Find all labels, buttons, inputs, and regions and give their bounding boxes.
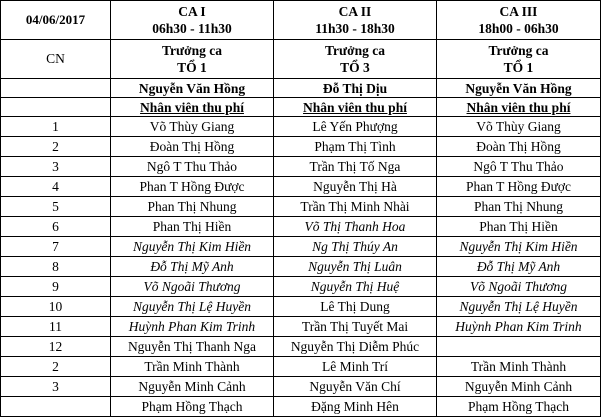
staff-title: Nhân viên thu phí [274,98,437,117]
row-number: 8 [1,257,111,277]
row-number: 3 [1,157,111,177]
staff-name-cell: Trần Thị Minh Nhài [274,197,437,217]
staff-name-cell: Nguyễn Văn Chí [274,377,437,397]
row-number: 11 [1,317,111,337]
leader-title: Trưởng ca [162,43,222,58]
staff-name-cell: Nguyễn Thị Lệ Huyền [111,297,274,317]
staff-name-cell: Phan Thị Nhung [437,197,601,217]
table-row [1,277,601,297]
staff-name-cell: Võ Thùy Giang [111,117,274,137]
staff-name-cell: Trần Thị Tuyết Mai [274,317,437,337]
cn-label: CN [1,40,111,79]
team-cell-3 [437,40,601,79]
date-cell: 04/06/2017 [1,1,111,40]
staff-name-cell: Nguyễn Thị Luân [274,257,437,277]
staff-name-cell: Lê Thị Dung [274,297,437,317]
staff-name-cell: Phan T Hồng Được [111,177,274,197]
leader-row [1,79,601,98]
table-row [1,117,601,137]
table-row [1,357,601,377]
staff-name-cell: Nguyễn Minh Cảnh [437,377,601,397]
staff-name-cell: Nguyễn Thị Kim Hiền [111,237,274,257]
shift-time: 11h30 - 18h30 [315,21,395,36]
staff-name-cell: Võ Thị Thanh Hoa [274,217,437,237]
leader-name: Đỗ Thị Dịu [274,79,437,98]
shift-name: CA I [178,4,206,19]
row-number: 10 [1,297,111,317]
staff-name-cell: Nguyễn Thị Diễm Phúc [274,337,437,357]
staff-name-cell: Phạm Thị Tình [274,137,437,157]
staff-name-cell: Nguyễn Thị Huệ [274,277,437,297]
row-number: 2 [1,357,111,377]
row-number: 12 [1,337,111,357]
team-cell-1 [111,40,274,79]
staff-name-cell: Phạm Hồng Thạch [437,397,601,417]
table-row [1,217,601,237]
staff-title: Nhân viên thu phí [437,98,601,117]
shift-name: CA III [499,4,538,19]
shift-header-1 [111,1,274,40]
blank-cell [1,98,111,117]
table-row [1,137,601,157]
staff-name-cell: Đoàn Thị Hồng [437,137,601,157]
shift-header-2 [274,1,437,40]
staff-name-cell: Huỳnh Phan Kim Trinh [437,317,601,337]
table-row [1,377,601,397]
leader-name: Nguyễn Văn Hồng [111,79,274,98]
leader-title: Trưởng ca [488,43,549,58]
staff-name-cell [437,337,601,357]
staff-name-cell: Võ Thùy Giang [437,117,601,137]
shift-header-3 [437,1,601,40]
staff-name-cell: Nguyễn Thị Thanh Nga [111,337,274,357]
staff-name-cell: Huỳnh Phan Kim Trinh [111,317,274,337]
staff-name-cell: Trần Thị Tố Nga [274,157,437,177]
leader-name: Nguyễn Văn Hồng [437,79,601,98]
row-number: 4 [1,177,111,197]
team-cell-2 [274,40,437,79]
row-number: 9 [1,277,111,297]
staff-name-cell: Đặng Minh Hên [274,397,437,417]
row-number: 5 [1,197,111,217]
row-number: 3 [1,377,111,397]
table-row [1,317,601,337]
staff-name-cell: Ng Thị Thúy An [274,237,437,257]
leader-title: Trưởng ca [325,43,385,58]
staff-name-cell: Võ Ngoãi Thương [111,277,274,297]
staff-name-cell: Phan Thị Hiền [111,217,274,237]
staff-name-cell: Đỗ Thị Mỹ Anh [111,257,274,277]
staff-name-cell: Nguyễn Thị Kim Hiền [437,237,601,257]
table-row [1,397,601,417]
team-name: TỔ 3 [340,60,370,75]
shift-time: 18h00 - 06h30 [478,21,559,36]
row-number [1,397,111,417]
staff-name-cell: Ngô T Thu Thảo [437,157,601,177]
shift-time: 06h30 - 11h30 [152,21,232,36]
staff-name-cell: Trần Minh Thành [111,357,274,377]
staff-name-cell: Võ Ngoãi Thương [437,277,601,297]
staff-name-cell: Đoàn Thị Hồng [111,137,274,157]
staff-name-cell: Phạm Hồng Thạch [111,397,274,417]
staff-name-cell: Đỗ Thị Mỹ Anh [437,257,601,277]
team-name: TỔ 1 [177,60,207,75]
blank-cell [1,79,111,98]
table-row [1,177,601,197]
staff-name-cell: Trần Minh Thành [437,357,601,377]
staff-name-cell: Lê Minh Trí [274,357,437,377]
table-row [1,157,601,177]
staff-name-cell: Nguyễn Minh Cảnh [111,377,274,397]
table-row [1,197,601,217]
staff-name-cell: Phan Thị Nhung [111,197,274,217]
table-row [1,237,601,257]
roster-body [1,117,601,417]
team-name: TỔ 1 [503,60,534,75]
table-row [1,337,601,357]
staff-name-cell: Ngô T Thu Thảo [111,157,274,177]
table-row [1,297,601,317]
shift-name: CA II [338,4,372,19]
staff-name-cell: Nguyễn Thị Lệ Huyền [437,297,601,317]
staff-name-cell: Phan T Hồng Được [437,177,601,197]
row-number: 2 [1,137,111,157]
team-row [1,40,601,79]
staff-name-cell: Phan Thị Hiền [437,217,601,237]
staff-name-cell: Nguyễn Thị Hà [274,177,437,197]
shift-header-row [1,1,601,40]
staff-title-row [1,98,601,117]
staff-name-cell: Lê Yến Phượng [274,117,437,137]
row-number: 1 [1,117,111,137]
table-row [1,257,601,277]
staff-title: Nhân viên thu phí [111,98,274,117]
row-number: 6 [1,217,111,237]
row-number: 7 [1,237,111,257]
